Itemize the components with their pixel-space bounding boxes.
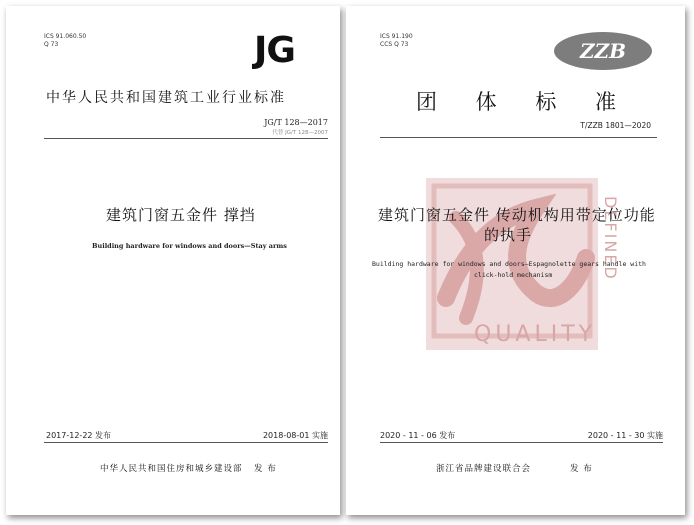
left-ccs-code: Q 73 — [44, 41, 59, 48]
right-title-english-line1: Building hardware for windows and doors—Espagnolette gears handle with — [372, 260, 646, 268]
right-standard-category: 团 体 标 准 — [416, 90, 633, 114]
right-header-rule — [380, 137, 657, 138]
zzb-logo-text: ZZB — [579, 39, 627, 63]
right-issue-date: 2020 - 11 - 06 发布 — [380, 431, 456, 440]
left-replaces-code: 代替 JG/T 128—2007 — [272, 130, 328, 136]
left-document-cover — [6, 6, 340, 515]
left-footer-rule — [44, 442, 328, 443]
left-header-rule — [44, 138, 328, 139]
right-title-chinese-line1: 建筑门窗五金件 传动机构用带定位功能 — [378, 206, 656, 224]
right-title-english-line2: click-hold mechanism — [474, 271, 553, 279]
right-issuer: 浙江省品牌建设联合会 — [436, 464, 532, 474]
left-implementation-date: 2018-08-01 实施 — [262, 431, 328, 440]
left-issuer: 中华人民共和国住房和城乡建设部 — [100, 464, 243, 474]
left-standard-code: JG/T 128—2017 — [264, 118, 328, 127]
right-document-cover — [346, 6, 685, 515]
left-ics-code: ICS 91.060.50 — [44, 33, 87, 40]
right-issuer-action: 发 布 — [570, 464, 593, 474]
right-implementation-date: 2020 - 11 - 30 实施 — [587, 431, 663, 440]
jg-logo: JG — [254, 30, 295, 71]
left-title-chinese: 建筑门窗五金件 撑挡 — [106, 206, 256, 224]
zzb-logo — [554, 32, 652, 70]
left-issuer-action: 发 布 — [254, 464, 277, 474]
right-footer-rule — [380, 442, 663, 443]
left-title-english: Building hardware for windows and doors—Stay arms — [92, 242, 287, 250]
watermark-quality-text: QUALITY — [474, 322, 597, 347]
left-standard-category: 中华人民共和国建筑工业行业标准 — [46, 90, 286, 106]
watermark-defined-text: DEFINED — [601, 196, 620, 281]
right-ics-code: ICS 91.190 — [380, 33, 413, 40]
right-title-chinese-line2: 的执手 — [484, 226, 533, 244]
right-ccs-code: CCS Q 73 — [380, 41, 409, 48]
left-issue-date: 2017-12-22 发布 — [46, 431, 112, 440]
right-standard-code: T/ZZB 1801—2020 — [580, 121, 651, 130]
